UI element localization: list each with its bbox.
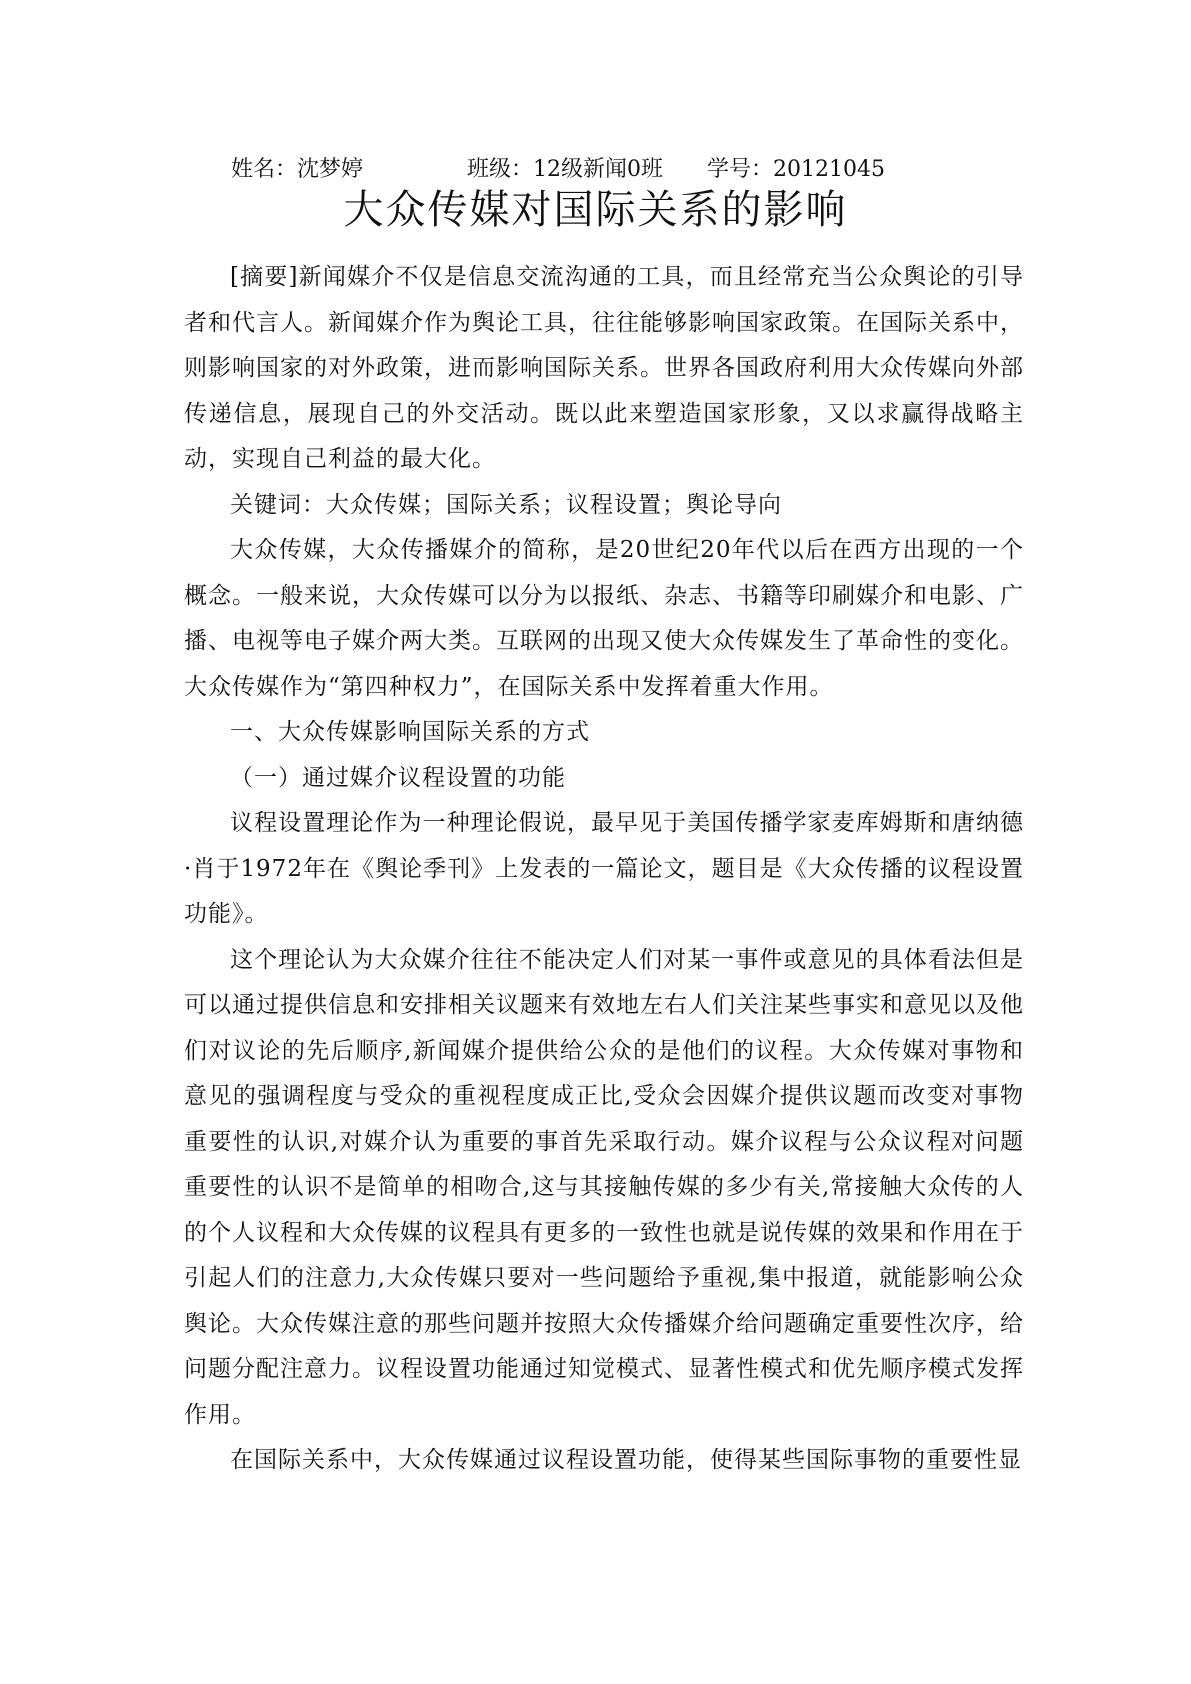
subsection-heading: （一）通过媒介议程设置的功能 [230, 764, 566, 791]
body-paragraph: 议程设置理论作为一种理论假说，最早见于美国传播学家麦库姆斯和唐纳德·肖于1972年在《舆论季刊》上发表的一篇论文，题目是《大众传播的议程设置功能》。 [184, 810, 1024, 927]
body-paragraph: 在国际关系中，大众传媒通过议程设置功能，使得某些国际事物的重要性显 [230, 1447, 1022, 1473]
body-paragraph: 这个理论认为大众媒介往往不能决定人们对某一事件或意见的具体看法但是可以通过提供信息和安排相关议题来有效地左右人们关注某些事实和意见以及他们对议论的先后顺序,新闻媒介提供给公众的是他们的议程。大众传媒对事物和意见的强调程度与受众的重视程度成正比,受众会因媒介提供议题而改变对事物重要性的认识,对媒介认为重要的事首先采取行动。媒介议程与公众议程对问题重要性的认识不是简单的相吻合,这与其接触传媒的多少有关,常接触大众传的人的个人议程和大众传媒的议程具有更多的一致性也就是说传媒的效果和作用在于引起人们的注意力,大众传媒只要对一些问题给予重视,集中报道，就能影响公众舆论。大众传媒注意的那些问题并按照大众传播媒介给问题确定重要性次序，给问题分配注意力。议程设置功能通过知觉模式、显著性模式和优先顺序模式发挥作用。 [184, 946, 1024, 1428]
abstract-paragraph: [摘要]新闻媒介不仅是信息交流沟通的工具，而且经常充当公众舆论的引导者和代言人。新闻媒介作为舆论工具，往往能够影响国家政策。在国际关系中，则影响国家的对外政策，进而影响国际关系。世界各国政府利用大众传媒向外部传递信息，展现自己的外交活动。既以此来塑造国家形象，又以求赢得战略主动，实现自己利益的最大化。 [184, 264, 1024, 472]
document-body [184, 255, 1024, 1484]
intro-paragraph: 大众传媒，大众传播媒介的简称，是20世纪20年代以后在西方出现的一个概念。一般来说，大众传媒可以分为以报纸、杂志、书籍等印刷媒介和电影、广播、电视等电子媒介两大类。互联网的出现又使大众传媒发生了革命性的变化。大众传媒作为“第四种权力”，在国际关系中发挥着重大作用。 [184, 537, 1024, 700]
student-id: 学号：20121045 [707, 157, 885, 182]
student-class: 班级：12级新闻0班 [467, 157, 663, 182]
section-heading: 一、大众传媒影响国际关系的方式 [230, 719, 590, 745]
keywords-paragraph: 关键词：大众传媒；国际关系；议程设置；舆论导向 [230, 491, 782, 518]
document-title: 大众传媒对国际关系的影响 [343, 187, 848, 233]
student-name: 姓名：沈梦婷 [231, 157, 364, 182]
